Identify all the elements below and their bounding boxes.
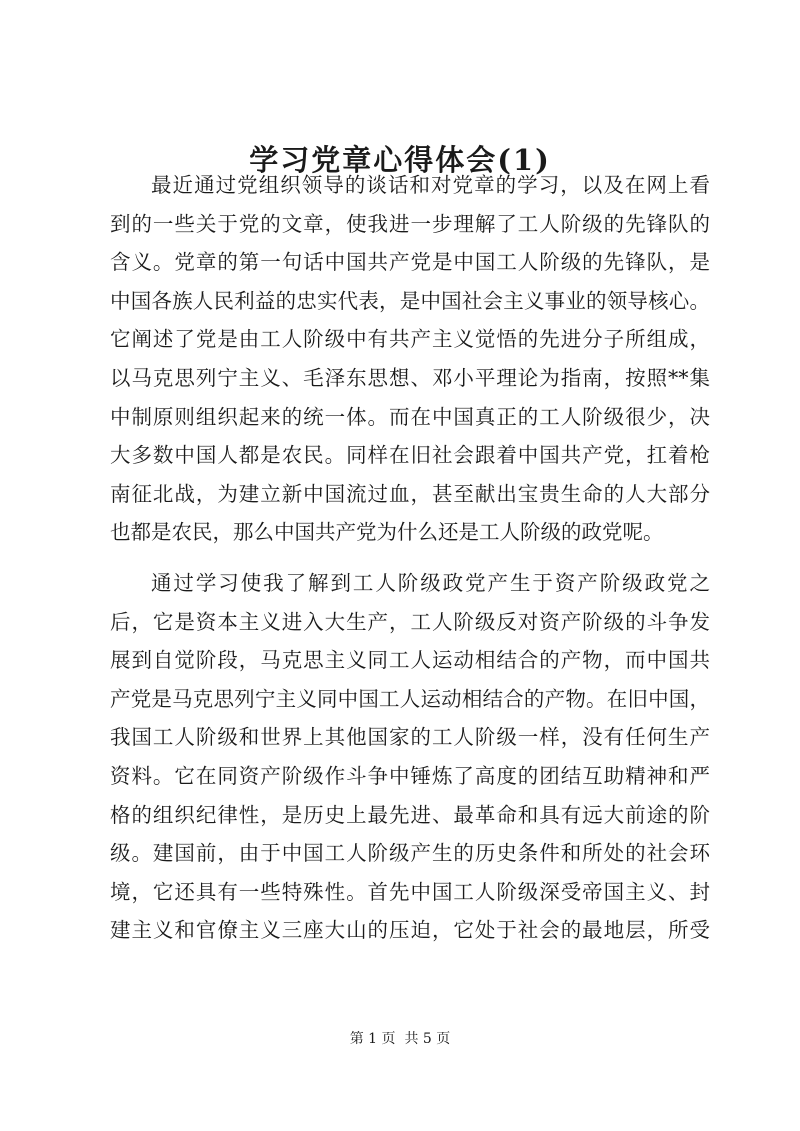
paragraph-line: 产党是马克思列宁主义同中国工人运动相结合的产物。在旧中国， — [110, 686, 710, 711]
paragraph-line: 通过学习使我了解到工人阶级政党产生于资产阶级政党之 — [151, 570, 710, 595]
page-footer: 第 1 页 共 5 页 — [349, 1031, 451, 1047]
paragraph-line: 大多数中国人都是农民。同样在旧社会跟着中国共产党，扛着枪 — [110, 443, 710, 468]
paragraph-line: 以马克思列宁主义、毛泽东思想、邓小平理论为指南，按照**集 — [110, 365, 710, 390]
paragraph-line: 它阐述了党是由工人阶级中有共产主义觉悟的先进分子所组成， — [110, 327, 710, 352]
paragraph-line: 也都是农民，那么中国共产党为什么还是工人阶级的政党呢。 — [110, 520, 664, 545]
paragraph-line: 资料。它在同资产阶级作斗争中锤炼了高度的团结互助精神和严 — [110, 763, 710, 788]
paragraph-line: 展到自觉阶段，马克思主义同工人运动相结合的产物，而中国共 — [110, 648, 710, 673]
paragraph-line: 中国各族人民利益的忠实代表，是中国社会主义事业的领导核心。 — [110, 288, 710, 313]
paragraph-line: 建主义和官僚主义三座大山的压迫，它处于社会的最地层，所受 — [110, 918, 710, 943]
paragraph-line: 中制原则组织起来的统一体。而在中国真正的工人阶级很少，决 — [110, 404, 710, 429]
paragraph-line: 境，它还具有一些特殊性。首先中国工人阶级深受帝国主义、封 — [110, 879, 710, 904]
paragraph-line: 南征北战，为建立新中国流过血，甚至献出宝贵生命的人大部分 — [110, 481, 710, 506]
document-body — [110, 166, 710, 950]
paragraph-line: 我国工人阶级和世界上其他国家的工人阶级一样，没有任何生产 — [110, 725, 710, 750]
paragraph-line: 到的一些关于党的文章，使我进一步理解了工人阶级的先锋队的 — [110, 211, 710, 236]
paragraph-line: 含义。党章的第一句话中国共产党是中国工人阶级的先锋队，是 — [110, 250, 710, 275]
paragraph-gap — [110, 552, 710, 564]
paragraph-line: 格的组织纪律性，是历史上最先进、最革命和具有远大前途的阶 — [110, 802, 710, 827]
document-title: 学习党章心得体会(1) — [249, 143, 551, 177]
paragraph-line: 后，它是资本主义进入大生产，工人阶级反对资产阶级的斗争发 — [110, 609, 710, 634]
paragraph-2 — [110, 564, 710, 950]
paragraph-1 — [110, 166, 710, 552]
paragraph-line: 级。建国前，由于中国工人阶级产生的历史条件和所处的社会环 — [110, 841, 710, 866]
paragraph-line: 最近通过党组织领导的谈话和对党章的学习，以及在网上看 — [151, 173, 710, 197]
